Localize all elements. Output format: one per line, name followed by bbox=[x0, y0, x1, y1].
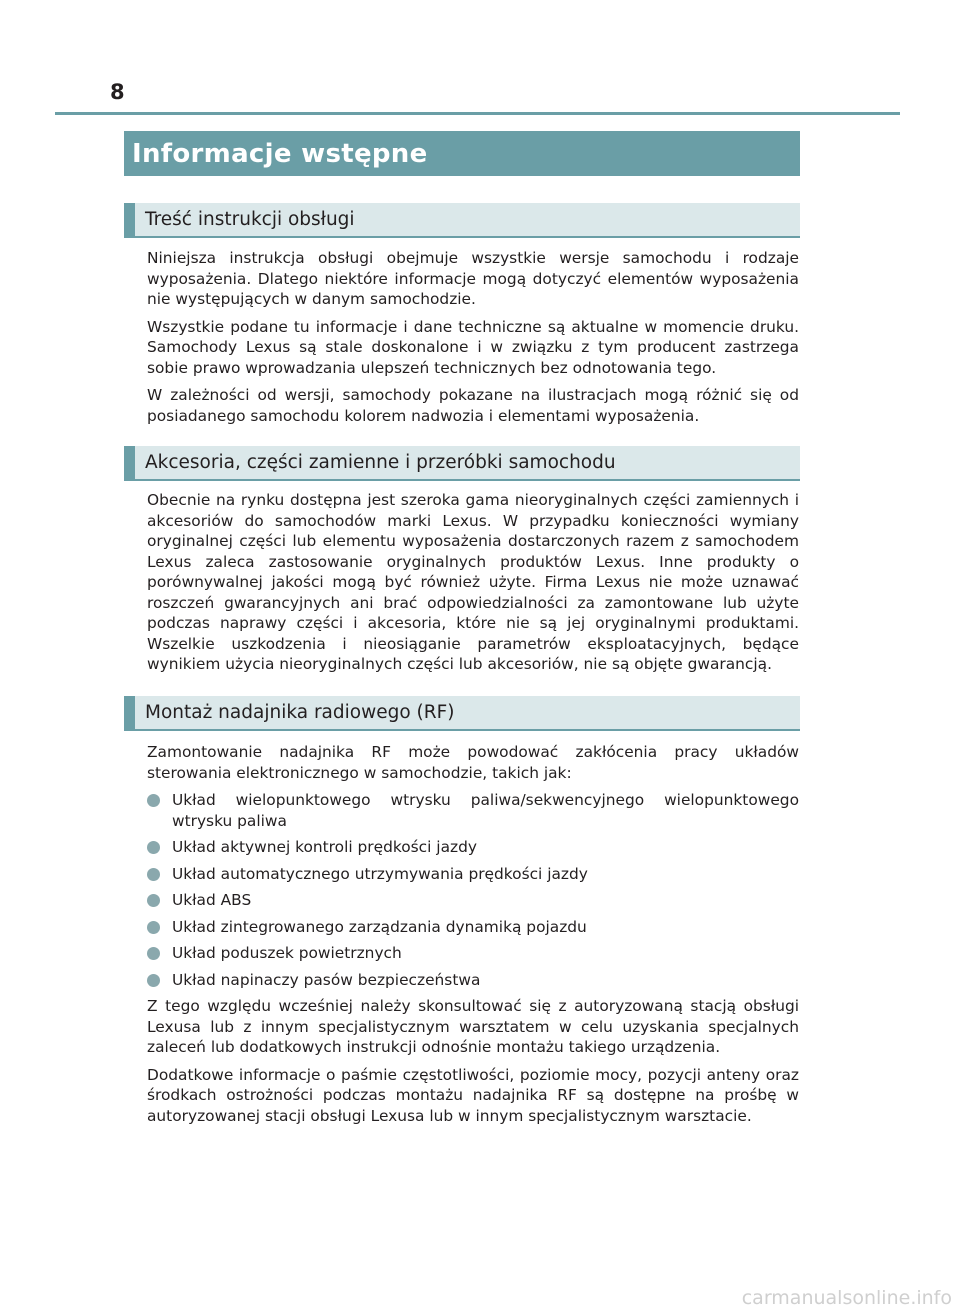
paragraph: W zależności od wersji, samochody pokazane na ilustracjach mogą różnić się od posiadanego samochodu kolorem nadwozia i elementami wyposażenia. bbox=[147, 386, 799, 425]
list-item bbox=[147, 790, 799, 831]
paragraph: Wszystkie podane tu informacje i dane techniczne są aktualne w momencie druku. Samochody Lexus są stale doskonalone i w związku z tym producent zastrzega sobie prawo wprowadzania ulepszeń technicznych bez odnotowania tego. bbox=[147, 317, 799, 377]
list-item bbox=[147, 890, 799, 911]
list-item-text: Układ automatycznego utrzymywania prędkości jazdy bbox=[172, 864, 588, 883]
bullet-icon bbox=[147, 921, 160, 934]
list-item-text: Układ napinaczy pasów bezpieczeństwa bbox=[172, 970, 481, 989]
section-body-rf-transmitter bbox=[147, 742, 799, 1133]
bullet-icon bbox=[147, 894, 160, 907]
paragraph: Niniejsza instrukcja obsługi obejmuje wszystkie wersje samochodu i rodzaje wyposażenia. Dlatego niektóre informacje mogą dotyczyć elementów wyposażenia nie występujących w danym samochodzie. bbox=[147, 249, 799, 308]
bullet-icon bbox=[147, 794, 160, 807]
bullet-list bbox=[147, 790, 799, 990]
chapter-title: Informacje wstępne bbox=[132, 138, 428, 169]
section-body-accessories bbox=[147, 490, 799, 682]
bullet-icon bbox=[147, 947, 160, 960]
list-item-text: Układ wielopunktowego wtrysku paliwa/sekwencyjnego wielopunktowego wtrysku paliwa bbox=[172, 791, 799, 830]
watermark: carmanualsonline.info bbox=[741, 1287, 952, 1309]
section-heading-bar-accessories bbox=[124, 446, 800, 481]
bullet-icon bbox=[147, 974, 160, 987]
paragraph: Obecnie na rynku dostępna jest szeroka gama nieoryginalnych części zamiennych i akcesoriów do samochodów marki Lexus. W przypadku konieczności wymiany oryginalnej części lub elementu wyposażenia dostarczonych razem z samochodem Lexus zaleca zastosowanie oryginalnych produktów Lexus. Inne produkty o porównywalnej jakości mogą być również użyte. Firma Lexus nie może uznawać roszczeń gwarancyjnych ani brać odpowiedzialności za zamontowane lub użyte podczas naprawy części i akcesoria, które nie są jej oryginalnymi produktami. Wszelkie uszkodzenia i nieosiąganie parametrów eksploatacyjnych, będące wynikiem użycia nieoryginalnych części lub akcesoriów, nie są objęte gwarancją. bbox=[147, 491, 799, 673]
section-body-contents bbox=[147, 248, 799, 433]
section-heading: Treść instrukcji obsługi bbox=[145, 209, 355, 230]
section-heading: Akcesoria, części zamienne i przeróbki samochodu bbox=[145, 452, 616, 473]
bullet-icon bbox=[147, 841, 160, 854]
bullet-icon bbox=[147, 868, 160, 881]
paragraph: Zamontowanie nadajnika RF może powodować zakłócenia pracy układów sterowania elektronicznego w samochodzie, takich jak: bbox=[147, 743, 799, 782]
section-heading-bar-rf-transmitter bbox=[124, 696, 800, 731]
list-item bbox=[147, 837, 799, 858]
list-item-text: Układ aktywnej kontroli prędkości jazdy bbox=[172, 838, 477, 856]
list-item bbox=[147, 864, 799, 885]
section-heading: Montaż nadajnika radiowego (RF) bbox=[145, 702, 455, 723]
list-item-text: Układ poduszek powietrznych bbox=[172, 944, 402, 962]
list-item-text: Układ ABS bbox=[172, 891, 252, 909]
chapter-title-bar bbox=[124, 131, 800, 176]
list-item bbox=[147, 917, 799, 938]
list-item bbox=[147, 943, 799, 964]
paragraph: Dodatkowe informacje o paśmie częstotliwości, poziomie mocy, pozycji anteny oraz środkach ostrożności podczas montażu nadajnika RF są dostępne na prośbę w autoryzowanej stacji obsługi Lexusa lub w innym specjalistycznym warsztacie. bbox=[147, 1065, 799, 1125]
section-heading-bar-contents bbox=[124, 203, 800, 238]
header-rule bbox=[55, 112, 900, 115]
list-item bbox=[147, 970, 799, 991]
list-item-text: Układ zintegrowanego zarządzania dynamiką pojazdu bbox=[172, 917, 587, 936]
paragraph: Z tego względu wcześniej należy skonsultować się z autoryzowaną stacją obsługi Lexusa lub z innym specjalistycznym warsztatem w celu uzyskania specjalnych zaleceń lub dodatkowych instrukcji odnośnie montażu takiego urządzenia. bbox=[147, 997, 799, 1056]
page-number: 8 bbox=[110, 80, 125, 104]
